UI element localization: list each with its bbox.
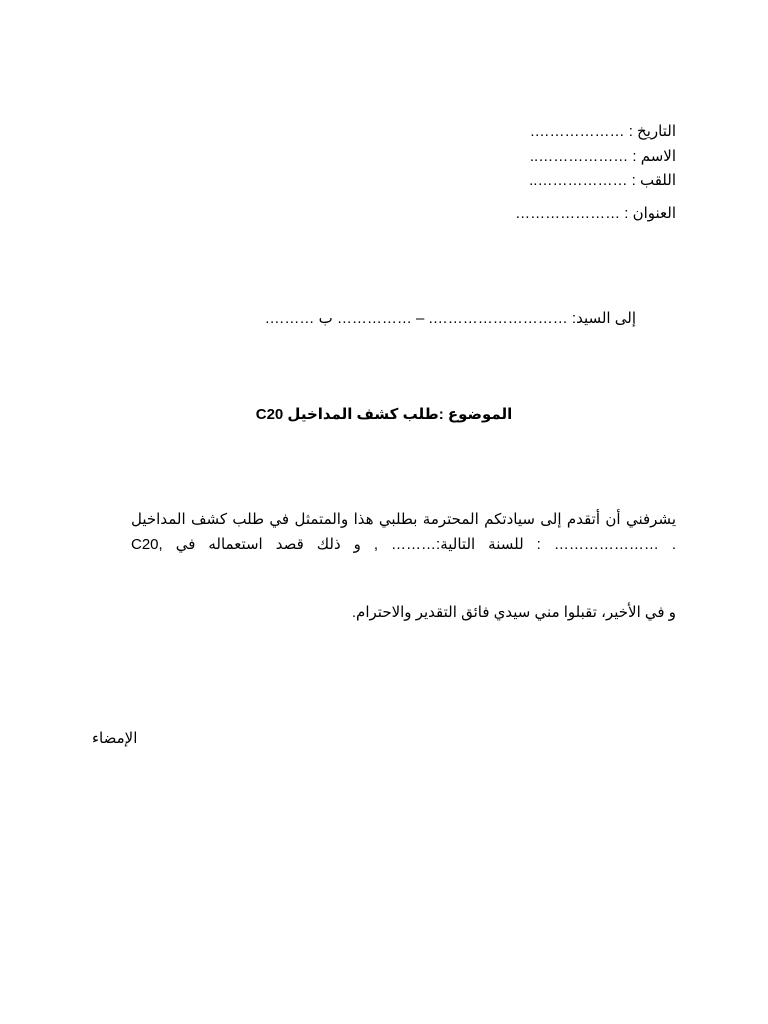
subject-line: الموضوع :طلب كشف المداخيل C20 — [255, 406, 513, 423]
header-surname: اللقب : ……………….. — [529, 172, 676, 189]
closing-line: و في الأخير، تقبلوا مني سيدي فائق التقدير والاحترام. — [351, 604, 676, 621]
body-line-1: يشرفني أن أتقدم إلى سيادتكم المحترمة بطلبي هذا والمتمثل في طلب كشف المداخيل — [131, 511, 676, 528]
header-name: الاسم : ……………….. — [529, 148, 676, 165]
recipient-line: إلى السيد: ………………………. – …………… ب ………. — [265, 310, 636, 327]
body-line-2: C20, للسنة التالية:……… , و ذلك قصد استعماله في : ………………… . — [131, 536, 676, 553]
header-date: التاريخ : ………………. — [530, 123, 676, 140]
header-address: العنوان : ………………… — [515, 205, 676, 222]
signature-label: الإمضاء — [92, 730, 138, 747]
